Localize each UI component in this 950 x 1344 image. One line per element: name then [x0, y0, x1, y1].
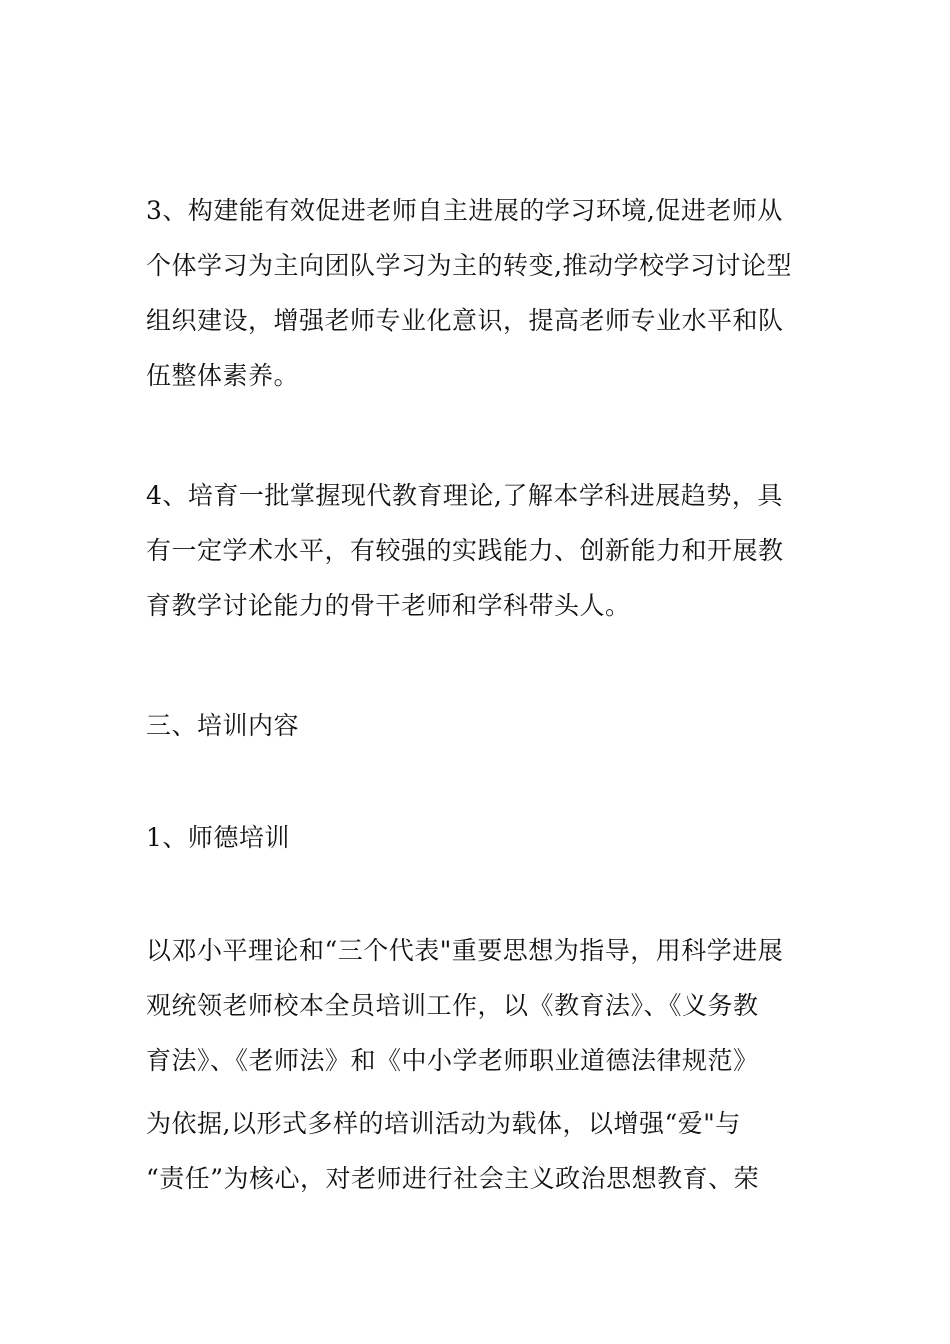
paragraph-3-line-3: 组织建设，增强老师专业化意识，提高老师专业水平和队: [146, 306, 784, 335]
paragraph-3-line-4: 伍整体素养。: [146, 361, 300, 390]
body-paragraph-line-3: 育法》、《老师法》和《中小学老师职业道德法律规范》: [146, 1046, 759, 1075]
paragraph-3-line-1: 3、构建能有效促进老师自主进展的学习环境,促进老师从: [146, 196, 783, 225]
body-paragraph-line-2: 观统领老师校本全员培训工作，以《教育法》、《义务教: [146, 991, 759, 1020]
body-paragraph-line-5: “责任”为核心，对老师进行社会主义政治思想教育、荣: [146, 1164, 760, 1193]
body-paragraph-line-4: 为依据,以形式多样的培训活动为载体，以增强“爱"与: [146, 1109, 741, 1138]
paragraph-3-line-2: 个体学习为主向团队学习为主的转变,推动学校学习讨论型: [146, 251, 792, 280]
paragraph-4-line-3: 育教学讨论能力的骨干老师和学科带头人。: [146, 591, 631, 620]
section-heading: 三、培训内容: [146, 711, 300, 740]
paragraph-4-line-1: 4、培育一批掌握现代教育理论,了解本学科进展趋势，具: [146, 481, 783, 510]
subheading: 1、师德培训: [146, 823, 290, 852]
body-paragraph-line-1: 以邓小平理论和“三个代表"重要思想为指导，用科学进展: [146, 936, 784, 965]
paragraph-4-line-2: 有一定学术水平，有较强的实践能力、创新能力和开展教: [146, 536, 784, 565]
